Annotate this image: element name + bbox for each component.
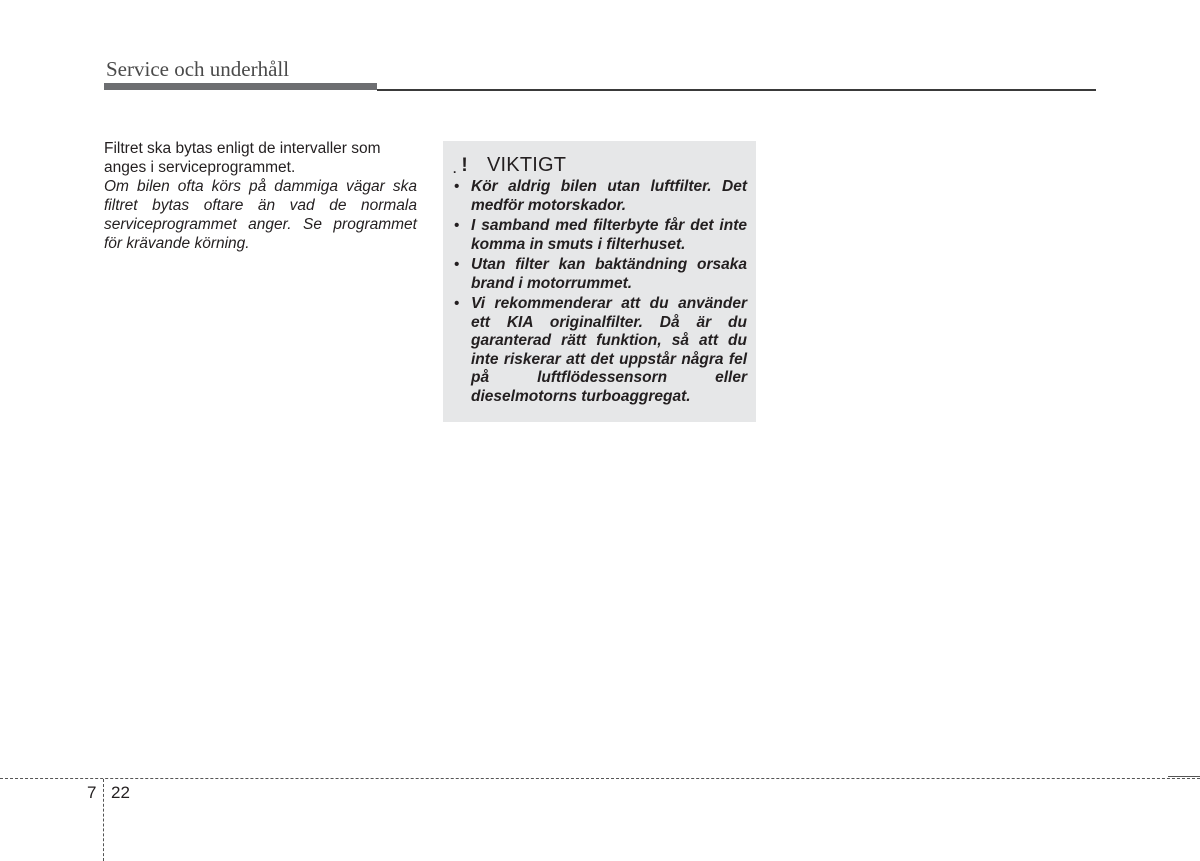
notice-item: • Kör aldrig bilen utan luftfilter. Det medför motorskador. (453, 178, 747, 215)
notice-item: • Utan filter kan baktändning orsaka brand i motorrummet. (453, 256, 747, 293)
notice-title: VIKTIGT (487, 153, 567, 176)
header-rule-thin (377, 89, 1096, 91)
exclamation-icon: . ! (453, 155, 468, 176)
notice-list (453, 178, 747, 408)
page-number: 22 (111, 783, 130, 802)
notice-header (453, 152, 566, 178)
notice-item: • Vi rekommenderar att du använder ett KIA originalfilter. Då är du garanterad rätt funktion, så att du inte riskerar att det uppstår några fel på luftflödessensorn eller dieselmotorns turboaggregat. (453, 295, 747, 406)
section-title: Service och underhåll (106, 57, 290, 81)
footer-rule-end (1168, 776, 1200, 777)
chapter-number: 7 (87, 783, 97, 802)
important-notice-box (443, 141, 756, 422)
header-rule-thick (104, 83, 377, 90)
footer-vertical-divider (103, 779, 104, 861)
dusty-roads-paragraph: Om bilen ofta körs på dammiga vägar ska filtret bytas oftare än vad de normala serviceprogrammet anger. Se programmet för krävande körning. (104, 178, 417, 252)
body-text-column (104, 139, 417, 253)
footer-dashed-rule (0, 778, 1200, 779)
notice-item: • I samband med filterbyte får det inte komma in smuts i filterhuset. (453, 217, 747, 254)
filter-interval-paragraph: Filtret ska bytas enligt de intervaller som anges i serviceprogrammet. (104, 140, 381, 176)
